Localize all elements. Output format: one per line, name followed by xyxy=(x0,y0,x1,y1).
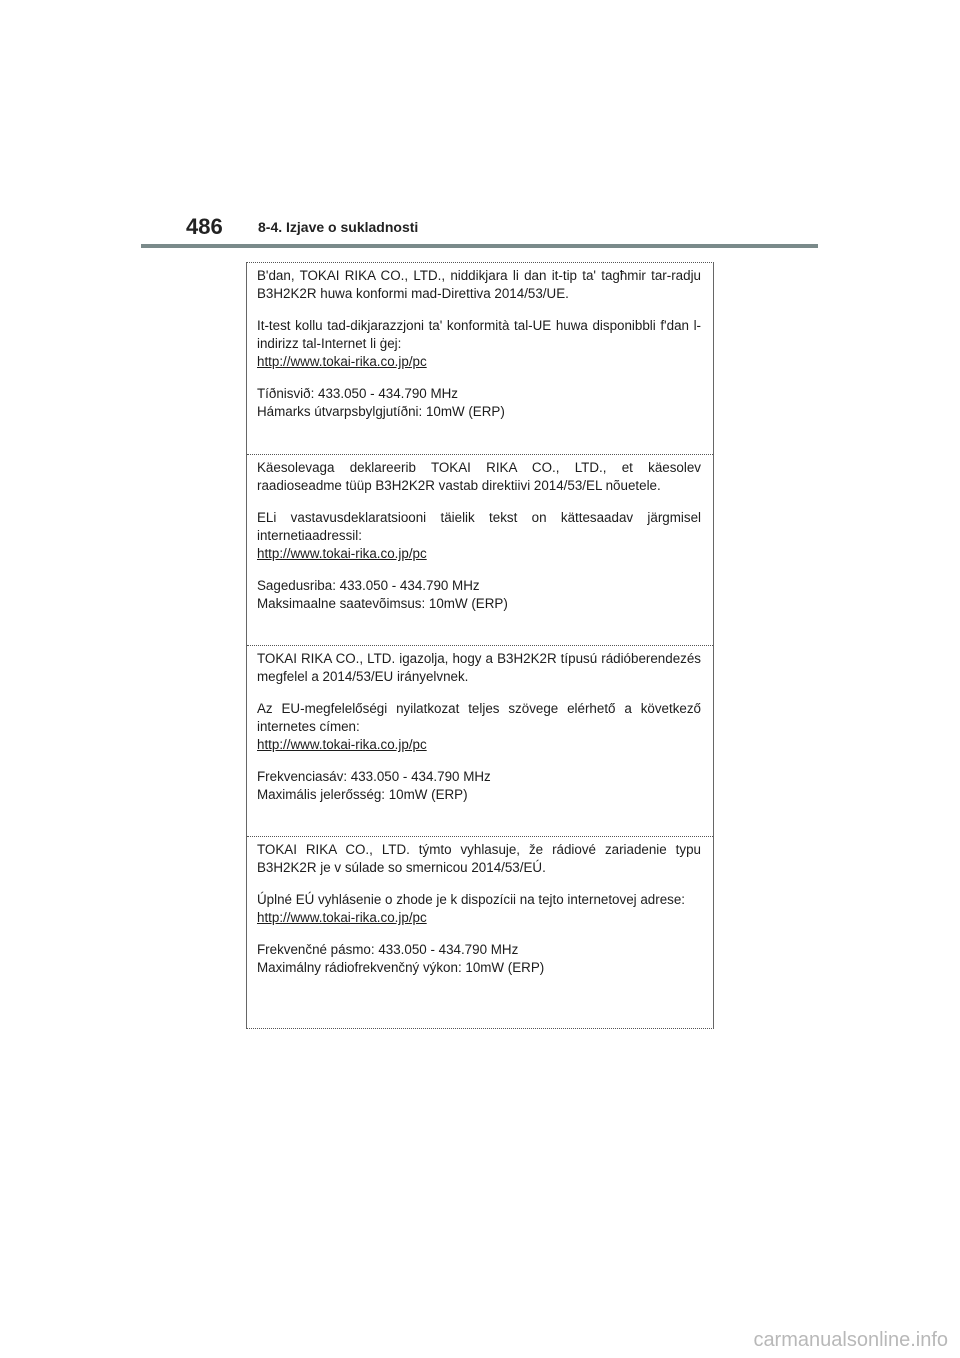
declaration-link[interactable]: http://www.tokai-rika.co.jp/pc xyxy=(257,546,427,561)
frequency-band: Tíðnisvið: 433.050 - 434.790 MHz xyxy=(257,386,458,401)
frequency-band: Frekvenčné pásmo: 433.050 - 434.790 MHz xyxy=(257,942,519,957)
declaration-block-hungarian xyxy=(247,645,713,836)
max-power: Maximális jelerősség: 10mW (ERP) xyxy=(257,787,468,802)
declaration-statement: TOKAI RIKA CO., LTD. igazolja, hogy a B3H2K2R típusú rádióberendezés megfelel a 2014/53/EU irányelvnek. xyxy=(257,651,701,684)
max-power: Hámarks útvarpsbylgjutíðni: 10mW (ERP) xyxy=(257,404,505,419)
max-power: Maximálny rádiofrekvenčný výkon: 10mW (ERP) xyxy=(257,960,545,975)
declaration-statement: B'dan, TOKAI RIKA CO., LTD., niddikjara li dan it-tip ta' tagħmir tar-radju B3H2K2R huwa konformi mad-Direttiva 2014/53/UE. xyxy=(257,268,701,301)
declaration-availability: Úplné EÚ vyhlásenie o zhode je k dispozícii na tejto internetovej adrese: xyxy=(257,892,686,907)
page-number: 486 xyxy=(186,214,223,239)
declaration-statement: TOKAI RIKA CO., LTD. týmto vyhlasuje, že rádiové zariadenie typu B3H2K2R je v súlade so smernicou 2014/53/EÚ. xyxy=(257,842,701,875)
declaration-availability: It-test kollu tad-dikjarazzjoni ta' konformità tal-UE huwa disponibbli f'dan l-indirizz tal-Internet li ġej: xyxy=(257,318,701,351)
declaration-availability: ELi vastavusdeklaratsiooni täielik tekst on kättesaadav järgmisel internetiaadressil: xyxy=(257,510,701,543)
frequency-band: Sagedusriba: 433.050 - 434.790 MHz xyxy=(257,578,480,593)
declaration-link[interactable]: http://www.tokai-rika.co.jp/pc xyxy=(257,354,427,369)
declaration-block-estonian xyxy=(247,454,713,645)
watermark: carmanualsonline.info xyxy=(753,1329,948,1351)
header-divider xyxy=(141,244,818,248)
declaration-link[interactable]: http://www.tokai-rika.co.jp/pc xyxy=(257,910,427,925)
declaration-box xyxy=(246,262,714,1029)
frequency-band: Frekvenciasáv: 433.050 - 434.790 MHz xyxy=(257,769,491,784)
section-title: 8-4. Izjave o sukladnosti xyxy=(258,219,419,235)
declaration-block-slovak xyxy=(247,836,713,1028)
max-power: Maksimaalne saatevõimsus: 10mW (ERP) xyxy=(257,596,508,611)
declaration-link[interactable]: http://www.tokai-rika.co.jp/pc xyxy=(257,737,427,752)
declaration-availability: Az EU-megfelelőségi nyilatkozat teljes szövege elérhető a következő internetes címen: xyxy=(257,701,701,734)
declaration-statement: Käesolevaga deklareerib TOKAI RIKA CO., LTD., et käesolev raadioseadme tüüp B3H2K2R vastab direktiivi 2014/53/EL nõuetele. xyxy=(257,460,701,493)
declaration-block-maltese xyxy=(247,263,713,454)
